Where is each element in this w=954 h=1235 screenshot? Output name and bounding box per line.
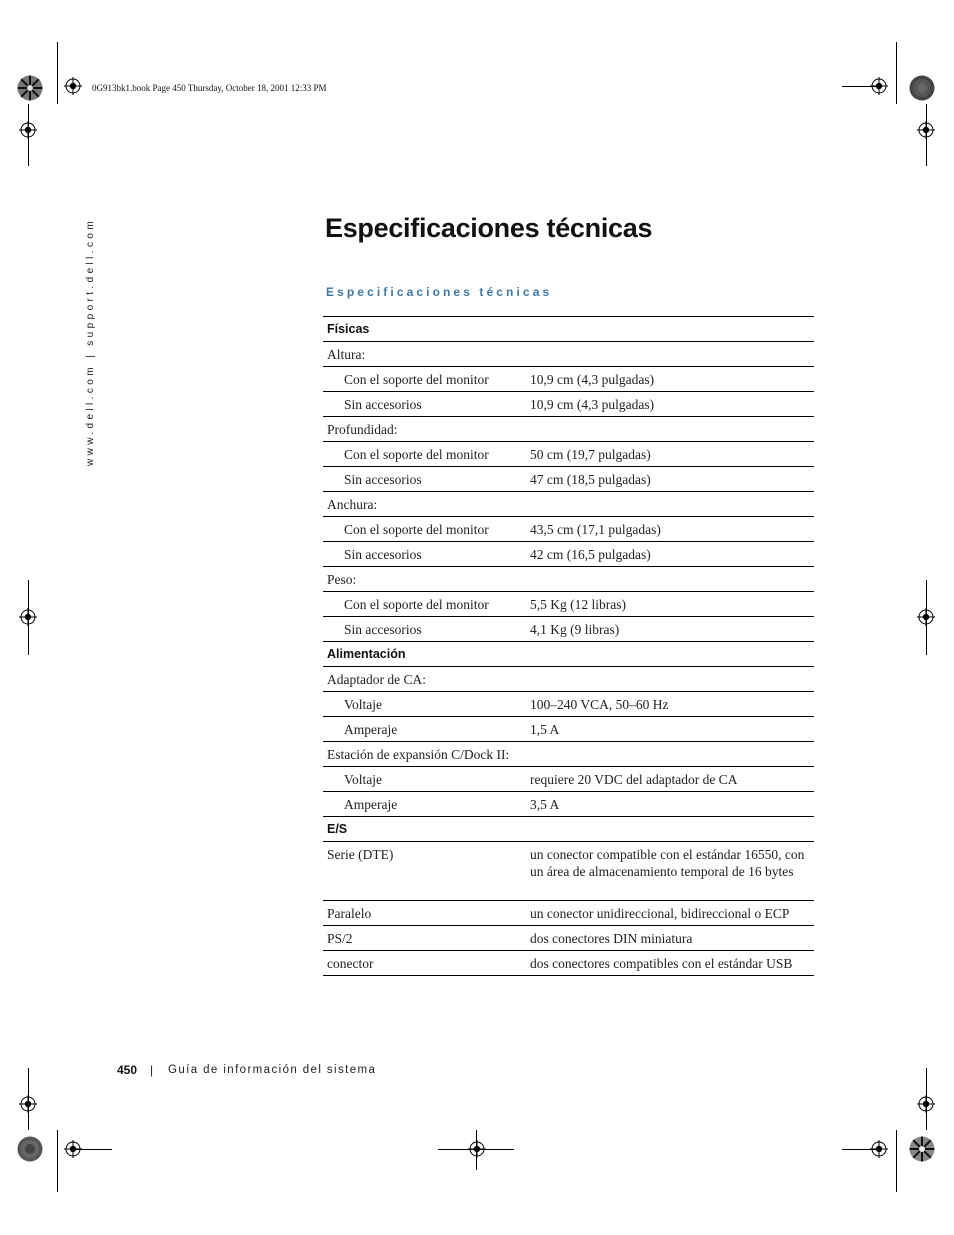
row-label: PS/2: [327, 931, 353, 946]
table-section-header: [323, 817, 814, 842]
row-label: Con el soporte del monitor: [344, 372, 489, 387]
crop-mark: [896, 1130, 897, 1192]
footer-separator: |: [150, 1063, 154, 1077]
row-label: Físicas: [327, 322, 370, 336]
table-row: [323, 492, 814, 517]
row-value: 5,5 Kg (12 libras): [530, 597, 626, 612]
table-row: [323, 367, 814, 392]
row-label: Adaptador de CA:: [327, 672, 426, 687]
table-row: [323, 517, 814, 542]
row-value: dos conectores compatibles con el estándar USB: [530, 956, 793, 971]
table-row: [323, 592, 814, 617]
registration-mark-icon: [64, 1140, 82, 1158]
row-label: Sin accesorios: [344, 472, 422, 487]
color-rosette-icon: [17, 1136, 43, 1162]
row-value: un conector unidireccional, bidireccional o ECP: [530, 906, 790, 921]
registration-mark-icon: [19, 608, 37, 626]
row-label: Con el soporte del monitor: [344, 597, 489, 612]
row-label: conector: [327, 956, 374, 971]
row-label: Serie (DTE): [327, 847, 394, 862]
print-header-info: 0G913bk1.book Page 450 Thursday, October 18, 2001 12:33 PM: [92, 83, 327, 93]
registration-mark-icon: [64, 77, 82, 95]
row-label: Alimentación: [327, 647, 406, 661]
table-row: [323, 717, 814, 742]
table-row: [323, 951, 814, 975]
table-row: [323, 842, 814, 901]
row-value: 1,5 A: [530, 722, 560, 737]
table-row: [323, 467, 814, 492]
row-value: dos conectores DIN miniatura: [530, 931, 693, 946]
row-value: 10,9 cm (4,3 pulgadas): [530, 397, 655, 412]
table-row: [323, 767, 814, 792]
registration-mark-icon: [917, 121, 935, 139]
row-value: 50 cm (19,7 pulgadas): [530, 447, 651, 462]
table-row: [323, 901, 814, 926]
page-number: 450: [117, 1063, 138, 1077]
crop-mark: [896, 42, 897, 104]
color-rosette-icon: [17, 75, 43, 101]
registration-mark-icon: [870, 77, 888, 95]
table-row: [323, 667, 814, 692]
table-row: [323, 742, 814, 767]
table-row: [323, 392, 814, 417]
table-section-header: [323, 642, 814, 667]
table-caption: Especificaciones técnicas: [326, 285, 553, 299]
table-row: [323, 692, 814, 717]
sidebar-url[interactable]: www.dell.com | support.dell.com: [85, 217, 96, 466]
row-label: Con el soporte del monitor: [344, 447, 489, 462]
table-row: [323, 792, 814, 817]
table-row: [323, 442, 814, 467]
row-value: 42 cm (16,5 pulgadas): [530, 547, 651, 562]
registration-mark-icon: [468, 1140, 486, 1158]
crop-mark: [57, 42, 58, 104]
registration-mark-icon: [917, 608, 935, 626]
row-label: Voltaje: [344, 697, 382, 712]
page-title: Especificaciones técnicas: [325, 213, 653, 243]
table-row: [323, 617, 814, 642]
row-label: Peso:: [327, 572, 357, 587]
color-rosette-icon: [909, 75, 935, 101]
row-value: 43,5 cm (17,1 pulgadas): [530, 522, 661, 537]
crop-mark: [57, 1130, 58, 1192]
row-label: Sin accesorios: [344, 397, 422, 412]
registration-mark-icon: [19, 121, 37, 139]
row-value: 3,5 A: [530, 797, 560, 812]
row-label: Voltaje: [344, 772, 382, 787]
row-value: requiere 20 VDC del adaptador de CA: [530, 772, 738, 787]
registration-mark-icon: [870, 1140, 888, 1158]
table-row: [323, 417, 814, 442]
row-label: Sin accesorios: [344, 622, 422, 637]
row-label: Amperaje: [344, 797, 398, 812]
registration-mark-icon: [19, 1095, 37, 1113]
row-label: Altura:: [327, 347, 366, 362]
row-value: 100–240 VCA, 50–60 Hz: [530, 697, 669, 712]
row-label: Profundidad:: [327, 422, 398, 437]
spec-table: [323, 316, 814, 976]
row-label: Sin accesorios: [344, 547, 422, 562]
row-label: Con el soporte del monitor: [344, 522, 489, 537]
row-label: E/S: [327, 822, 348, 836]
row-value: 47 cm (18,5 pulgadas): [530, 472, 651, 487]
color-rosette-icon: [909, 1136, 935, 1162]
table-row: [323, 542, 814, 567]
row-value: 10,9 cm (4,3 pulgadas): [530, 372, 655, 387]
row-label: Amperaje: [344, 722, 398, 737]
row-label: Anchura:: [327, 497, 378, 512]
registration-mark-icon: [917, 1095, 935, 1113]
row-label: Estación de expansión C/Dock II:: [327, 747, 510, 762]
footer-title: Guía de información del sistema: [168, 1064, 377, 1076]
table-row: [323, 567, 814, 592]
table-row: [323, 342, 814, 367]
row-label: Paralelo: [327, 906, 372, 921]
table-row: [323, 926, 814, 951]
table-section-header: [323, 317, 814, 342]
row-value: un conector compatible con el estándar 16550, con un área de almacenamiento temporal de 16 bytes: [530, 847, 805, 879]
row-value: 4,1 Kg (9 libras): [530, 622, 620, 637]
